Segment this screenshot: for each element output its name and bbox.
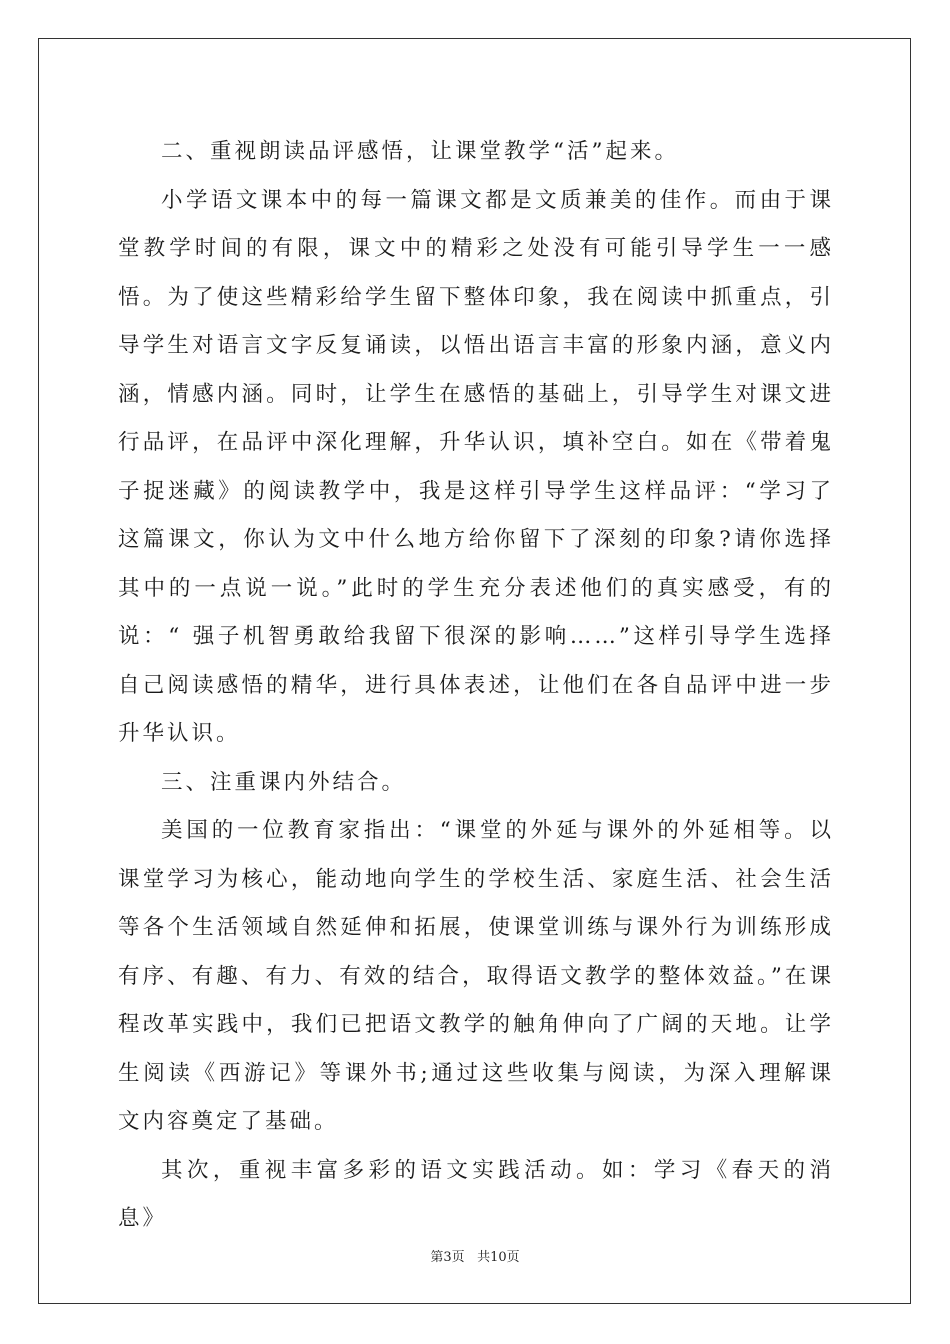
body-paragraph: 小学语文课本中的每一篇课文都是文质兼美的佳作。而由于课堂教学时间的有限，课文中的精彩之处没有可能引导学生一一感悟。为了使这些精彩给学生留下整体印象，我在阅读中抓重点，引导学生对语言文字反复诵读，以悟出语言丰富的形象内涵，意义内涵，情感内涵。同时，让学生在感悟的基础上，引导学生对课文进行品评，在品评中深化理解，升华认识，填补空白。如在《带着鬼子捉迷藏》的阅读教学中，我是这样引导学生这样品评：“学习了这篇课文，你认为文中什么地方给你留下了深刻的印象?请你选择其中的一点说一说。”此时的学生充分表述他们的真实感受，有的说：“ 强子机智勇敢给我留下很深的影响……”这样引导学生选择自己阅读感悟的精华，进行具体表述，让他们在各自品评中进一步升华认识。 <box>118 187 834 746</box>
page-total: 共10页 <box>477 1250 520 1265</box>
section-heading-3: 三、注重课内外结合。 <box>161 769 407 795</box>
page-footer <box>0 1246 950 1265</box>
body-paragraph: 其次，重视丰富多彩的语文实践活动。如：学习《春天的消息》 <box>118 1157 834 1231</box>
document-body <box>118 128 834 1244</box>
page-number: 第3页 <box>430 1250 465 1265</box>
body-paragraph: 美国的一位教育家指出：“课堂的外延与课外的外延相等。以课堂学习为核心，能动地向学生的学校生活、家庭生活、社会生活等各个生活领域自然延伸和拓展，使课堂训练与课外行为训练形成有序、有趣、有力、有效的结合，取得语文教学的整体效益。”在课程改革实践中，我们已把语文教学的触角伸向了广阔的天地。让学生阅读《西游记》等课外书;通过这些收集与阅读，为深入理解课文内容奠定了基础。 <box>118 818 834 1134</box>
section-heading-2: 二、重视朗读品评感悟，让课堂教学“活”起来。 <box>161 139 679 164</box>
